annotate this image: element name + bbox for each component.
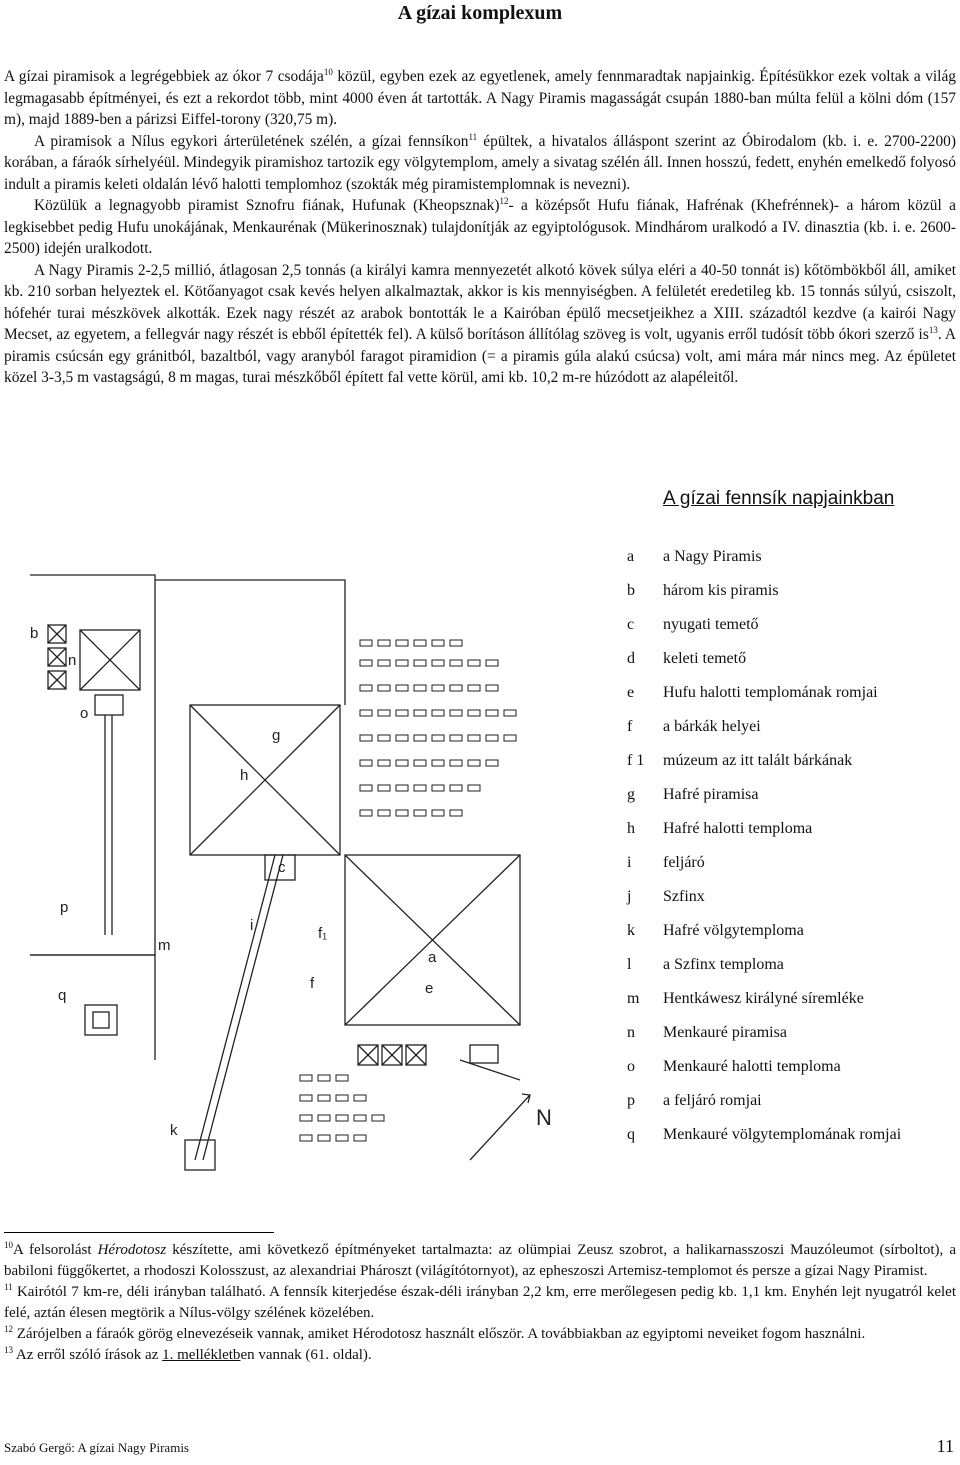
map-label-q: q — [58, 987, 67, 1004]
map-label-i: i — [250, 917, 254, 934]
map-label-b: b — [30, 625, 39, 642]
body-text — [4, 66, 956, 389]
enclosure-wall-west — [30, 575, 155, 955]
paragraph-1: A gízai piramisok a legrégebbiek az ókor 7 csodája$^{10}$ közül, egyben ezek az egyetlenek, amely fennmaradtak napjainkig. Építésükkor ezek voltak a világ legmagasabb építményei, és ezt a rekordot több, mint 4000 éven át tartották. A Nagy Piramis magasságát csupán 1880-ban múlta felül a kölni dóm (157 m), majd 1889-ben a párizsi Eiffel-torony (320,75 m). — [4, 66, 956, 128]
paragraph-3: Közülük a legnagyobb piramist Sznofru fiának, Hufunak (Kheopsznak)$^{12}$- a középsőt Hufu fiának, Hafrénak (Khefrénnek)- a három közül a legkisebbet pedig Hufu unokájának, Menkaurénak (Mükerinosznak) tulajdonítják az egyiptológusok. Mindhárom uralkodó a IV. dinasztia (kb. i. e. 2600-2500) idején uralkodott. — [4, 195, 957, 257]
paragraph-4: A Nagy Piramis 2-2,5 millió, átlagosan 2,5 tonnás (a királyi kamra mennyezetét alkotó kövek súlya eléri a 40-50 tonnát is) kőtömbökből áll, amiket kb. 210 sorban helyeztek el. Kötőanyagot csak kevés helyen alkalmaztak, akkor is kis mennyiségben. A felületét eredetileg kb. 15 tonnás súlyú, csiszolt, hófehér turai mészkövek alkották. Ezek nagy részét az arabok bontották le a Kairóban épülő mecsetjeikhez a XIII. századtól kezdve (a kairói Nagy Mecset, az egyetem, a fellegvár nagy részét is ebből építették fel). A külső borításon állítólag szöveg is volt, ugyanis erről tudósít több ókori szerző $is^{13}$. A piramis csúcsán egy gránitból, bazaltból, vagy aranyból faragot piramidion (= a piramis gúla alakú csúcsa) volt, ami mára már nincs meg. Az épületet közel 3-3,5 m vastagságú, 8 m magas, turai mészkőből épített fal vette körül, ami kb. 10,2 m-re húzódott az alapéleitől. — [4, 261, 956, 386]
map-label-c: c — [278, 859, 286, 876]
appendix-link[interactable]: 1. mellékletb — [162, 1347, 241, 1363]
paragraph-2: A piramisok a Nílus egykori árterületének szélén, a gízai fennsíkon$^{11}$ épültek, a hivatalos álláspont szerint az Óbirodalom (kb. i. e. 2700-2200) korában, a fáraók sírhelyéül. Mindegyik piramishoz tartozik egy völgytemplom, amely a sivatag szélén áll. Innen hosszú, fedett, enyhén emelkedő folyosó indult a piramis keleti oldalán lévő halotti templomhoz (szokták még piramistemplomnak is nevezni). — [4, 131, 956, 193]
footnote-13: $^{13}$ Az erről szóló írások az 1. mellékletben vannak (61. oldal). — [4, 1345, 372, 1363]
map-label-o: o — [80, 705, 89, 722]
north-arrow — [470, 1095, 530, 1160]
footnote-divider — [4, 1232, 274, 1233]
enclosure-wall-north — [155, 580, 345, 705]
footnote-11: $^{11}$ Kairótól 7 km-re, déli irányban található. A fennsík kiterjedése észak-déli irányban 2,2 km, erre merőlegesen pedig kb. 1,1 km. Enyhén lejt nyugatról kelet felé, aztán élesen megtörik a Nílus-völgy szélének közelében. — [4, 1282, 956, 1321]
giza-plateau-map — [0, 500, 600, 1180]
footnote-12: $^{12}$ Zárójelben a fáraók görög elnevezéseik vannak, amiket Hérodotosz használt először. A továbbiakban az egyiptomi neveiket fogom használni. — [4, 1324, 866, 1342]
map-label-f1: f₁ — [318, 925, 328, 942]
map-label-g: g — [272, 727, 281, 744]
enclosure-wall-south — [30, 955, 155, 1060]
page-title: A gízai komplexum — [397, 2, 563, 24]
map-label-f: f — [310, 975, 315, 992]
map-label-h: h — [240, 767, 249, 784]
map-label-k: k — [170, 1122, 178, 1139]
footnote-ref-12: 12 — [499, 195, 509, 206]
map-label-n: n — [68, 652, 77, 669]
map-label-e: e — [425, 980, 434, 997]
map-label-m: m — [158, 937, 171, 954]
footnotes — [4, 1240, 956, 1366]
map-label-north: N — [536, 1105, 552, 1130]
footnote-ref-13: 13 — [928, 324, 938, 335]
page-number: 11 — [936, 1436, 954, 1456]
footnote-ref-11: 11 — [468, 131, 478, 142]
footnote-10: $^{10}$A felsorolást Hérodotosz készítette, ami következő építményeket tartalmazta: az olümpiai Zeusz szobrot, a halikarnasszoszi Mauzóleumot (sírboltot), a babiloni függőkertet, a rhodoszi Kolosszust, az alexandriai Phároszt (világítótornyot), az epheszoszi Artemisz-templomot és persze a gízai Nagy Piramist. — [4, 1240, 956, 1279]
map-label-a: a — [428, 949, 437, 966]
legend-title: A gízai fennsík napjainkban — [663, 488, 895, 509]
map-label-p: p — [60, 899, 69, 916]
footer-author: Szabó Gergő: A gízai Nagy Piramis — [4, 1440, 189, 1455]
footnote-ref-10: 10 — [323, 66, 333, 77]
